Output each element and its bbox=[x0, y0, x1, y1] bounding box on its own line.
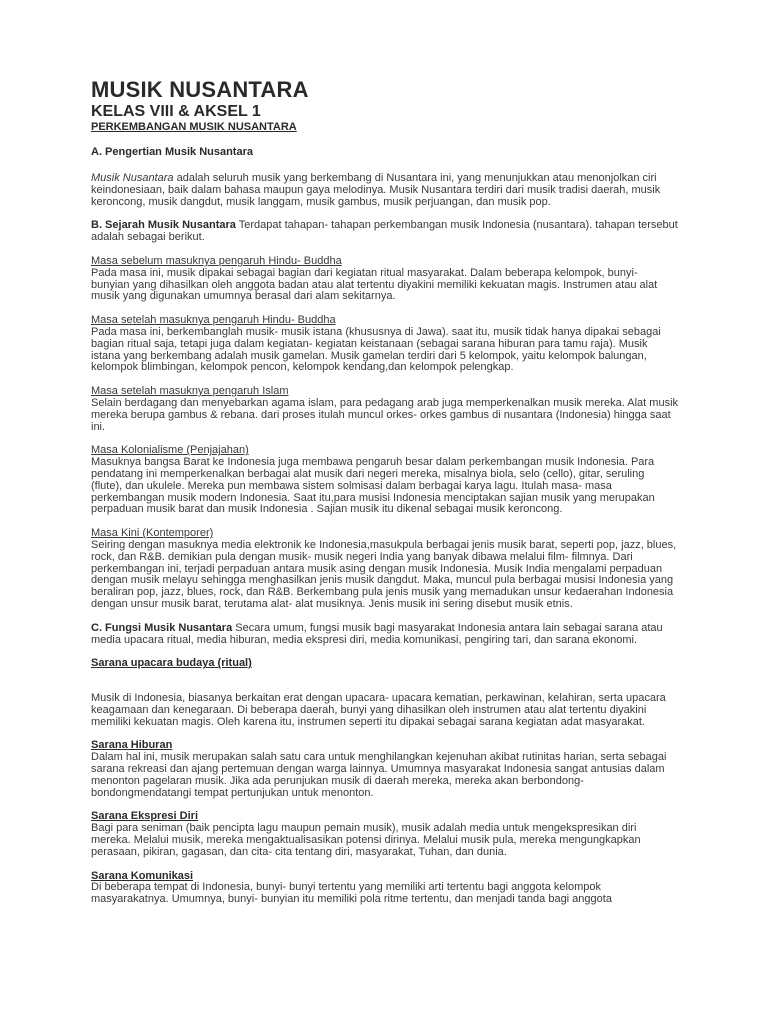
period-heading: Masa setelah masuknya pengaruh Hindu- Buddha bbox=[91, 314, 336, 327]
function-heading-paragraph bbox=[91, 658, 678, 670]
function-heading: Sarana Hiburan bbox=[91, 739, 173, 752]
function-text: Di beberapa tempat di Indonesia, bunyi- bunyi tertentu yang memiliki arti tertentu bagi anggota kelompok masyarakatnya. Umumnya, bunyi- bunyian itu memiliki pola ritme tertentu, dan menjadi tanda bagi anggota bbox=[91, 881, 612, 906]
document-title: MUSIK NUSANTARA bbox=[91, 77, 309, 102]
period-text: Selain berdagang dan menyebarkan agama islam, para pedagang arab juga memperkenalkan musik mereka. Alat musik mereka berupa gambus & rebana. dari proses itulah muncul orkes- orkes gambus di nusantara (Indonesia) hingga saat ini. bbox=[91, 396, 679, 433]
section-b-intro: Terdapat tahapan- tahapan perkembangan musik Indonesia (nusantara). tahapan tersebut adalah sebagai berikut. bbox=[91, 219, 678, 244]
period-heading: Masa Kini (Kontemporer) bbox=[91, 527, 214, 540]
period-text: Pada masa ini, musik dipakai sebagai bagian dari kegiatan ritual masyarakat. Dalam beberapa kelompok, bunyi- bunyian yang dihasilkan oleh anggota badan atau alat tertentu diyakini memiliki kekuatan magis. Instrumen atau alat musik yang digunakan umumnya berasal dari alam sekitarnya. bbox=[91, 266, 658, 303]
period-paragraph bbox=[91, 528, 678, 611]
section-b-intro-paragraph bbox=[91, 220, 678, 244]
section-c-intro: Secara umum, fungsi musik bagi masyarakat Indonesia antara lain sebagai sarana atau media upacara ritual, media hiburan, media ekspresi diri, media komunikasi, pengiring tari, dan sarana ekonomi. bbox=[91, 621, 663, 646]
function-paragraph bbox=[91, 871, 678, 906]
section-a-term: Musik Nusantara bbox=[91, 172, 174, 184]
function-heading: Sarana upacara budaya (ritual) bbox=[91, 657, 252, 670]
function-text: Bagi para seniman (baik pencipta lagu maupun pemain musik), musik adalah media untuk mengekspresikan diri mereka. Melalui musik, mereka mengaktualisasikan potensi dirinya. Melalui musik pula, mereka mengungkapkan perasaan, pikiran, gagasan, dan cita- cita tentang diri, masyarakat, Tuhan, dan dunia. bbox=[91, 822, 641, 858]
period-text: Pada masa ini, berkembanglah musik- musik istana (khususnya di Jawa). saat itu, musik tidak hanya dipakai sebagai bagian ritual saja, tetapi juga dalam kegiatan- kegiatan keistanaan (sebagai sarana hiburan para tamu raja). Musik istana yang berkembang adalah musik gamelan. Musik gamelan terdiri dari 5 kelompok, yaitu kelompok balungan, kelompok blimbingan, kelompok pencon, kelompok kendang,dan kelompok pelengkap. bbox=[91, 325, 661, 374]
period-heading: Masa Kolonialisme (Penjajahan) bbox=[91, 444, 249, 457]
function-text: Dalam hal ini, musik merupakan salah satu cara untuk menghilangkan kejenuhan akibat rutinitas harian, serta sebagai sarana rekreasi dan ajang pertemuan dengan warga lainnya. Umumnya masyarakat Indonesia sangat antusias dalam menonton pagelaran musik. Jika ada perunjukan musik di daerah mereka, mereka akan berbondong- bondongmendatangi tempat pertunjukan untuk menonton. bbox=[91, 751, 667, 799]
function-paragraph bbox=[91, 740, 678, 799]
period-text: Masuknya bangsa Barat ke Indonesia juga membawa pengaruh besar dalam perkembangan musik Indonesia. Para pendatang ini memperkenalkan berbagai alat musik dari negeri mereka, misalnya biola, selo (cello), gitar, seruling (flute), dan ukulele. Mereka pun membawa sistem solmisasi dalam berbagai karya lagu. Itulah masa- masa perkembangan musik modern Indonesia. Saat itu,para musisi Indonesia menciptakan sajian musik yang merupakan perpaduan musik barat dan musik Indonesia . Sajian musik itu dikenal sebagai musik keroncong. bbox=[91, 456, 655, 516]
period-text: Seiring dengan masuknya media elektronik ke Indonesia,masukpula berbagai jenis musik barat, seperti pop, jazz, blues, rock, dan R&B. demikian pula dengan musik- musik negeri India yang banyak dibawa melalui film- filmnya. Dari perkembangan ini, terjadi perpaduan antara musik asing dengan musik Indonesia. Musik India mengalami perpaduan dengan musik melayu sehingga menghasilkan jenis musik dangdut. Maka, muncul pula berbagai musisi Indonesia yang beraliran pop, jazz, blues, rock, dan R&B. Berkembang pula jenis musik yang memadukan unsur kedaerahan Indonesia dengan unsur musik barat, terutama alat- alat musiknya. Jenis musik ini sering disebut musik etnis. bbox=[91, 538, 677, 610]
period-paragraph bbox=[91, 256, 678, 303]
section-a-body: adalah seluruh musik yang berkembang di Nusantara ini, yang menunjukkan atau menonjolkan ciri keindonesiaan, baik dalam bahasa maupun gaya melodinya. Musik Nusantara terdiri dari musik tradisi daerah, musik keroncong, musik dangdut, musik langgam, musik gambus, musik perjuangan, dan musik pop. bbox=[91, 172, 661, 208]
period-paragraph bbox=[91, 315, 678, 374]
period-paragraph bbox=[91, 445, 678, 516]
document-subtitle: KELAS VIII & AKSEL 1 bbox=[91, 103, 261, 120]
document-subheading: PERKEMBANGAN MUSIK NUSANTARA bbox=[91, 121, 297, 133]
function-heading: Sarana Komunikasi bbox=[91, 869, 194, 882]
section-b-title: B. Sejarah Musik Nusantara bbox=[91, 219, 236, 232]
section-a-paragraph bbox=[91, 173, 678, 208]
period-paragraph bbox=[91, 386, 678, 433]
period-heading: Masa setelah masuknya pengaruh Islam bbox=[91, 385, 289, 398]
function-paragraph bbox=[91, 811, 678, 858]
section-c-intro-paragraph bbox=[91, 623, 678, 647]
function-text: Musik di Indonesia, biasanya berkaitan erat dengan upacara- upacara kematian, perkawinan, kelahiran, serta upacara keagamaan dan kenegaraan. Di beberapa daerah, bunyi yang dihasilkan oleh instrumen atau alat tertentu diyakini memiliki kekuatan magis. Oleh karena itu, instrumen seperti itu dipakai sebagai sarana kegiatan adat masyarakat. bbox=[91, 692, 666, 728]
period-heading: Masa sebelum masuknya pengaruh Hindu- Buddha bbox=[91, 254, 342, 267]
section-a-title: A. Pengertian Musik Nusantara bbox=[91, 146, 253, 158]
function-heading: Sarana Ekspresi Diri bbox=[91, 810, 199, 823]
section-c-title: C. Fungsi Musik Nusantara bbox=[91, 621, 233, 634]
